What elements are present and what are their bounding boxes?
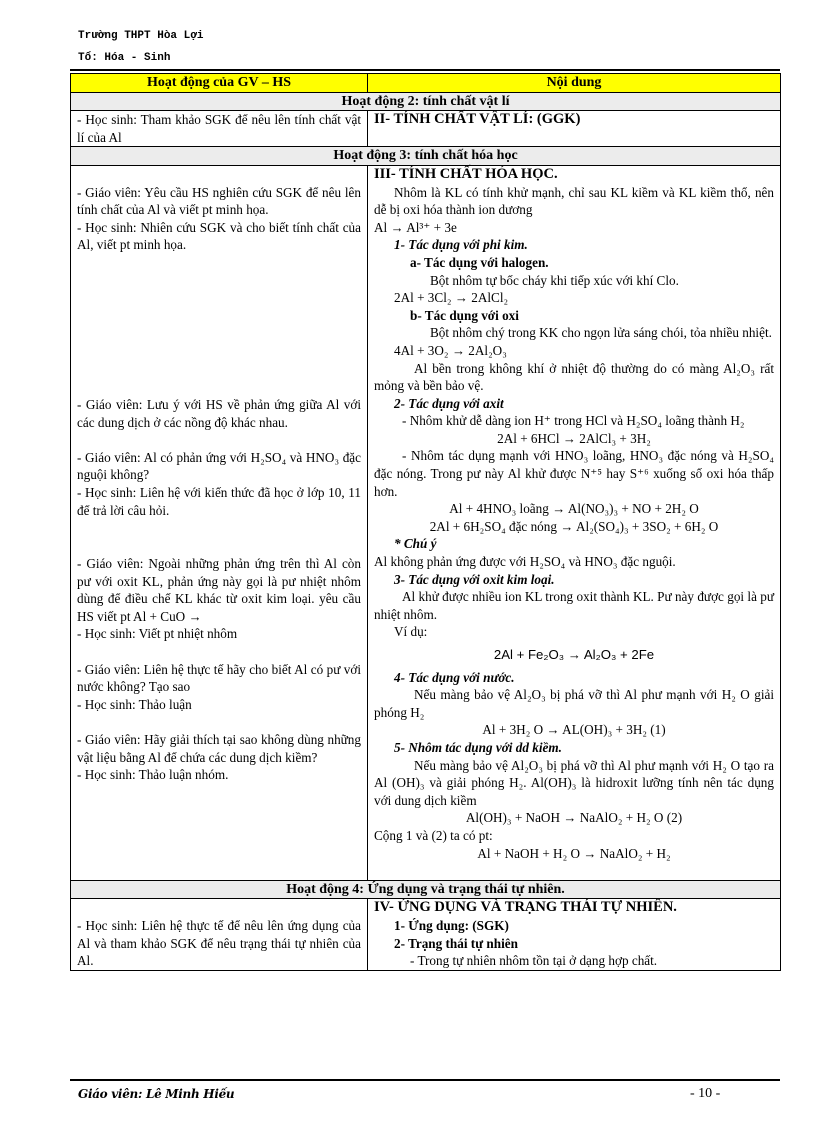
content-text: Nhôm là KL có tính khử mạnh, chỉ sau KL kiềm và KL kiềm thổ, nên dễ bị oxi hóa thành ion dương xyxy=(374,184,774,218)
heading-applications: IV- ỨNG DỤNG VÀ TRẠNG THÁI TỰ NHIÊN. xyxy=(374,899,677,916)
equation: 4Al + 3O₂ → 2Al₂O₃ xyxy=(394,342,507,358)
section-2-content xyxy=(368,111,781,147)
activity-text: - Giáo viên: Liên hệ thực tế hãy cho biết Al có pư với nước không? Tạo sao xyxy=(77,661,361,695)
heading-chemical-properties: III- TÍNH CHẤT HÓA HỌC. xyxy=(374,165,558,182)
subheading: 2- Trạng thái tự nhiên xyxy=(394,935,518,951)
activity-text: - Học sinh: Nhiên cứu SGK và cho biết tính chất của Al, viết pt minh họa. xyxy=(77,219,361,253)
header-col-content: Nội dung xyxy=(368,74,781,93)
activity-text: - Học sinh: Liên hệ thực tế để nêu lên ứng dụng của Al và tham khảo SGK để nêu trạng thái tự nhiên của Al. xyxy=(77,917,361,969)
department-name: Tổ: Hóa - Sinh xyxy=(78,52,171,64)
school-name: Trường THPT Hòa Lợi xyxy=(78,30,204,42)
section-4-title-row xyxy=(71,880,781,899)
activity-text: - Giáo viên: Ngoài những phản ứng trên thì Al còn pư với oxit KL, phản ứng này gọi là pư nhiệt nhôm dùng để điều chế KL khác từ oxit kim loại. yêu cầu HS viết pt Al + CuO → xyxy=(77,556,361,624)
section-4-title: Hoạt động 4: Ứng dụng và trạng thái tự nhiên. xyxy=(71,880,781,899)
equation: 2Al + 3Cl₂ → 2AlCl₂ xyxy=(394,290,509,306)
content-text: - Nhôm tác dụng mạnh với HNO₃ loãng, HNO₃ đặc nóng và H₂SO₄ đặc nóng. Trong pư này Al khử được N⁺⁵ hay S⁺⁶ xuống số oxi hóa thấp hơn. xyxy=(374,448,774,499)
subheading: 3- Tác dụng với oxit kim loại. xyxy=(394,571,555,587)
header-col-activity: Hoạt động của GV – HS xyxy=(71,74,368,93)
activity-text: - Giáo viên: Lưu ý với HS về phản ứng giữa Al với các dung dịch ở các nồng độ khác nhau. xyxy=(77,396,361,430)
note-heading: * Chú ý xyxy=(394,536,437,552)
subheading: a- Tác dụng với halogen. xyxy=(410,254,549,270)
subheading: 5- Nhôm tác dụng với dd kiềm. xyxy=(394,739,562,755)
content-text: Nếu màng bảo vệ Al₂O₃ bị phá vỡ thì Al phư mạnh với H₂ O tạo ra Al (OH)₃ và giải phóng H₂. Al(OH)₃ là hidroxit lưỡng tính nên tác dụng với dung dịch kiềm xyxy=(374,757,774,808)
page-number: - 10 - xyxy=(690,1086,721,1101)
activity-text: - Học sinh: Thảo luận nhóm. xyxy=(77,767,229,783)
spacer xyxy=(77,166,361,184)
content-text: Al bền trong không khí ở nhiệt độ thường do có màng Al₂O₃ rất mỏng và bền bảo vệ. xyxy=(374,360,774,394)
section-2-row xyxy=(71,111,781,147)
activity-text: - Học sinh: Thảo luận xyxy=(77,696,192,712)
content-text: - Nhôm khử dễ dàng ion H⁺ trong HCl và H₂SO₄ loãng thành H₂ xyxy=(402,413,745,429)
spacer xyxy=(77,519,361,555)
equation: 2Al + Fe₂O₃ → Al₂O₃ + 2Fe xyxy=(493,647,655,662)
teacher-signature: Giáo viên: Lê Minh Hiếu xyxy=(78,1087,235,1101)
section-3-content xyxy=(368,165,781,880)
activity-text: - Giáo viên: Al có phản ứng với H₂SO₄ và HNO₃ đặc nguội không? xyxy=(77,449,361,483)
subheading: b- Tác dụng với oxi xyxy=(410,307,519,323)
subheading: 2- Tác dụng với axit xyxy=(394,395,504,411)
content-text: Nếu màng bảo vệ Al₂O₃ bị phá vỡ thì Al phư mạnh với H₂ O giải phóng H₂ xyxy=(374,687,774,720)
section-4-row xyxy=(71,899,781,970)
section-2-title: Hoạt động 2: tính chất vật lí xyxy=(71,92,781,111)
section-4-activity xyxy=(71,899,368,970)
equation: 2Al + 6HCl → 2AlCl₃ + 3H₂ xyxy=(497,430,651,446)
section-3-row xyxy=(71,165,781,880)
activity-text: - Học sinh: Tham khảo SGK để nêu lên tính chất vật lí của Al xyxy=(77,112,361,145)
subheading: 4- Tác dụng với nước. xyxy=(394,669,515,685)
equation: Al + NaOH + H₂ O → NaAlO₂ + H₂ xyxy=(477,845,671,861)
top-rule xyxy=(70,69,780,71)
spacer xyxy=(77,254,361,396)
equation: Al → Al³⁺ + 3e xyxy=(374,219,457,235)
section-2-title-row xyxy=(71,92,781,111)
content-text: Bột nhôm tự bốc cháy khi tiếp xúc với khí Clo. xyxy=(430,272,679,288)
spacer xyxy=(77,713,361,731)
subheading: 1- Ứng dụng: (SGK) xyxy=(394,917,509,933)
equation: 2Al + 6H₂SO₄ đặc nóng → Al₂(SO₄)₃ + 3SO₂ + 6H₂ O xyxy=(429,518,719,534)
subheading: 1- Tác dụng với phi kim. xyxy=(394,237,528,253)
equation: Al + 3H₂ O → AL(OH)₃ + 3H₂ (1) xyxy=(482,722,666,738)
section-3-title: Hoạt động 3: tính chất hóa học xyxy=(71,147,781,166)
section-2-activity xyxy=(71,111,368,147)
spacer xyxy=(374,862,774,880)
content-text: Ví dụ: xyxy=(394,624,428,640)
bottom-rule xyxy=(70,1079,780,1081)
content-text: Bột nhôm chý trong KK cho ngọn lửa sáng chói, tỏa nhiều nhiệt. xyxy=(430,325,772,341)
content-text: Cộng 1 và (2) ta có pt: xyxy=(374,827,493,843)
spacer xyxy=(77,643,361,661)
equation: Al + 4HNO₃ loãng → Al(NO₃)₃ + NO + 2H₂ O xyxy=(449,501,699,517)
content-text: - Trong tự nhiên nhôm tồn tại ở dạng hợp chất. xyxy=(410,953,658,969)
heading-physical-properties: II- TÍNH CHẤT VẬT LÍ: (GGK) xyxy=(374,111,581,128)
activity-text: - Học sinh: Viết pt nhiệt nhôm xyxy=(77,626,238,642)
content-text: Al không phản ứng được với H₂SO₄ và HNO₃ đặc nguội. xyxy=(374,554,676,570)
section-4-content xyxy=(368,899,781,970)
activity-text: - Giáo viên: Yêu cầu HS nghiên cứu SGK để nêu lên tính chất của Al và viết pt minh họa. xyxy=(77,184,361,218)
activity-text: - Giáo viên: Hãy giải thích tại sao không dùng những vật liệu bằng Al để chứa các dung dịch kiềm? xyxy=(77,732,361,765)
section-3-title-row xyxy=(71,147,781,166)
spacer xyxy=(77,431,361,449)
activity-text: - Học sinh: Liên hệ với kiến thức đã học ở lớp 10, 11 để trả lời câu hỏi. xyxy=(77,484,361,518)
section-3-activity xyxy=(71,165,368,880)
lesson-table xyxy=(70,73,781,971)
spacer xyxy=(77,899,361,917)
table-header-row xyxy=(71,74,781,93)
equation: Al(OH)₃ + NaOH → NaAlO₂ + H₂ O (2) xyxy=(465,810,683,826)
content-text: Al khử được nhiều ion KL trong oxit thành KL. Pư này được gọi là pư nhiệt nhôm. xyxy=(374,589,774,622)
